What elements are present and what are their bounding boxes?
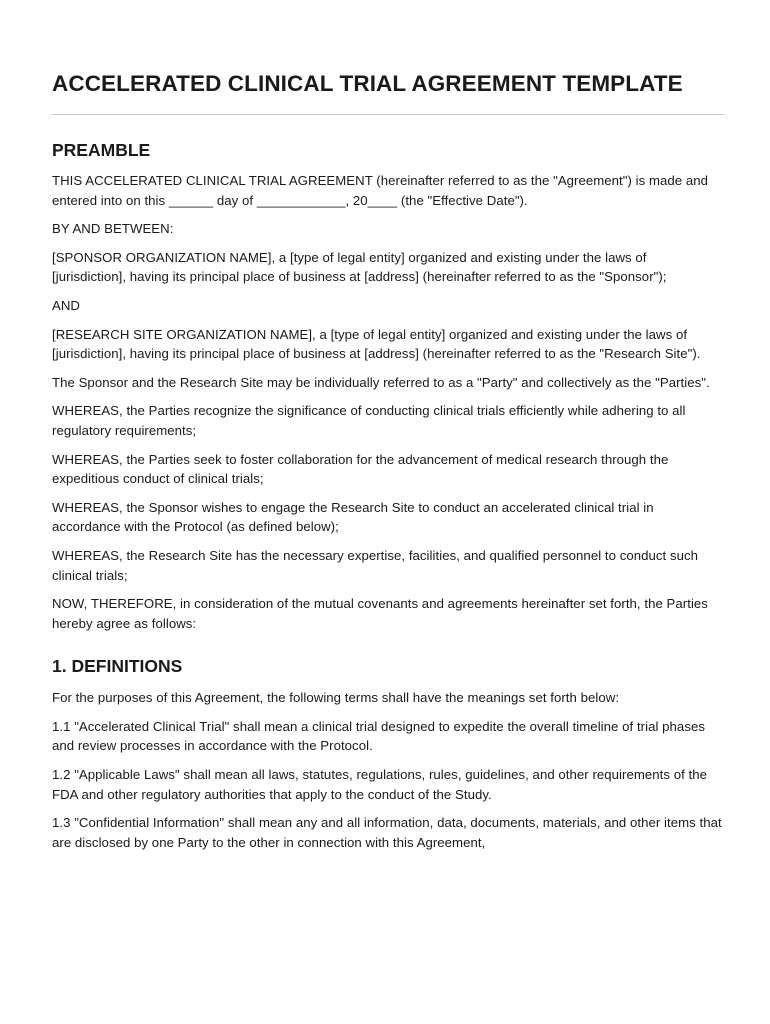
- preamble-paragraph: THIS ACCELERATED CLINICAL TRIAL AGREEMENT (hereinafter referred to as the "Agreement") is made and entered into on this ______ day of ____________, 20____ (the "Effective Date").: [52, 173, 709, 208]
- document-title: ACCELERATED CLINICAL TRIAL AGREEMENT TEMPLATE: [52, 71, 683, 96]
- definitions-heading: 1. DEFINITIONS: [52, 656, 183, 677]
- preamble-section: [52, 171, 724, 633]
- preamble-paragraph: [SPONSOR ORGANIZATION NAME], a [type of legal entity] organized and existing under the laws of [jurisdiction], having its principal place of business at [address] (hereinafter referred to as the "Sponsor");: [52, 249, 667, 285]
- preamble-paragraph: WHEREAS, the Research Site has the necessary expertise, facilities, and qualified personnel to conduct such clinical trials;: [52, 547, 699, 583]
- definitions-paragraph: For the purposes of this Agreement, the following terms shall have the meanings set forth below:: [52, 690, 620, 706]
- title-divider: [52, 114, 724, 115]
- preamble-heading: PREAMBLE: [52, 140, 151, 160]
- definitions-paragraph: 1.3 "Confidential Information" shall mean any and all information, data, documents, materials, and other items that are disclosed by one Party to the other in connection with this Agreement,: [52, 815, 722, 850]
- definitions-section: [52, 688, 724, 852]
- preamble-paragraph: WHEREAS, the Parties recognize the significance of conducting clinical trials efficiently while adhering to all regulatory requirements;: [52, 403, 686, 438]
- preamble-paragraph: The Sponsor and the Research Site may be individually referred to as a "Party" and collectively as the "Parties".: [52, 374, 710, 390]
- definitions-paragraph: 1.2 "Applicable Laws" shall mean all laws, statutes, regulations, rules, guidelines, and other requirements of the FDA and other regulatory authorities that apply to the conduct of the Study.: [52, 767, 708, 802]
- definitions-paragraph: 1.1 "Accelerated Clinical Trial" shall mean a clinical trial designed to expedite the overall timeline of trial phases and review processes in accordance with the Protocol.: [52, 718, 705, 754]
- document-page: [52, 66, 724, 861]
- preamble-paragraph: WHEREAS, the Sponsor wishes to engage the Research Site to conduct an accelerated clinical trial in accordance with the Protocol (as defined below);: [52, 499, 654, 535]
- preamble-paragraph: WHEREAS, the Parties seek to foster collaboration for the advancement of medical research through the expeditious conduct of clinical trials;: [52, 451, 669, 487]
- preamble-paragraph: BY AND BETWEEN:: [52, 221, 174, 237]
- preamble-paragraph: [RESEARCH SITE ORGANIZATION NAME], a [type of legal entity] organized and existing under the laws of [jurisdiction], having its principal place of business at [address] (hereinafter referred to as the "Research Site").: [52, 326, 701, 362]
- preamble-paragraph: NOW, THEREFORE, in consideration of the mutual covenants and agreements hereinafter set forth, the Parties hereby agree as follows:: [52, 596, 708, 631]
- preamble-paragraph: AND: [52, 297, 80, 313]
